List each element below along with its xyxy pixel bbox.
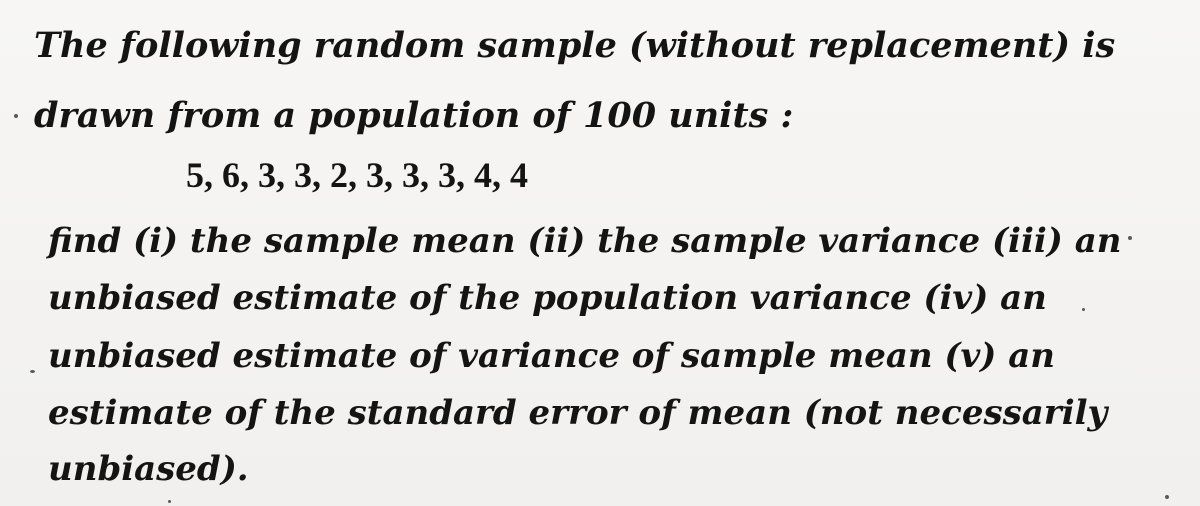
questions-line-2: unbiased estimate of the population variance (iv) an <box>48 278 1047 318</box>
paper-speck <box>14 114 18 118</box>
questions-line-5: unbiased). <box>48 449 249 489</box>
paper-speck <box>168 500 171 503</box>
intro-line-2: drawn from a population of 100 units : <box>34 95 794 136</box>
questions-line-3: unbiased estimate of variance of sample mean (v) an <box>48 336 1055 376</box>
paper-speck <box>1128 236 1132 240</box>
paper-speck <box>1165 495 1169 499</box>
paper-speck <box>30 370 35 373</box>
questions-line-1: find (i) the sample mean (ii) the sample variance (iii) an <box>48 221 1122 261</box>
paper-speck <box>1082 308 1085 311</box>
sample-values: 5, 6, 3, 3, 2, 3, 3, 3, 4, 4 <box>186 155 528 195</box>
intro-line-1: The following random sample (without replacement) is <box>34 25 1116 66</box>
questions-line-4: estimate of the standard error of mean (not necessarily <box>48 393 1108 433</box>
